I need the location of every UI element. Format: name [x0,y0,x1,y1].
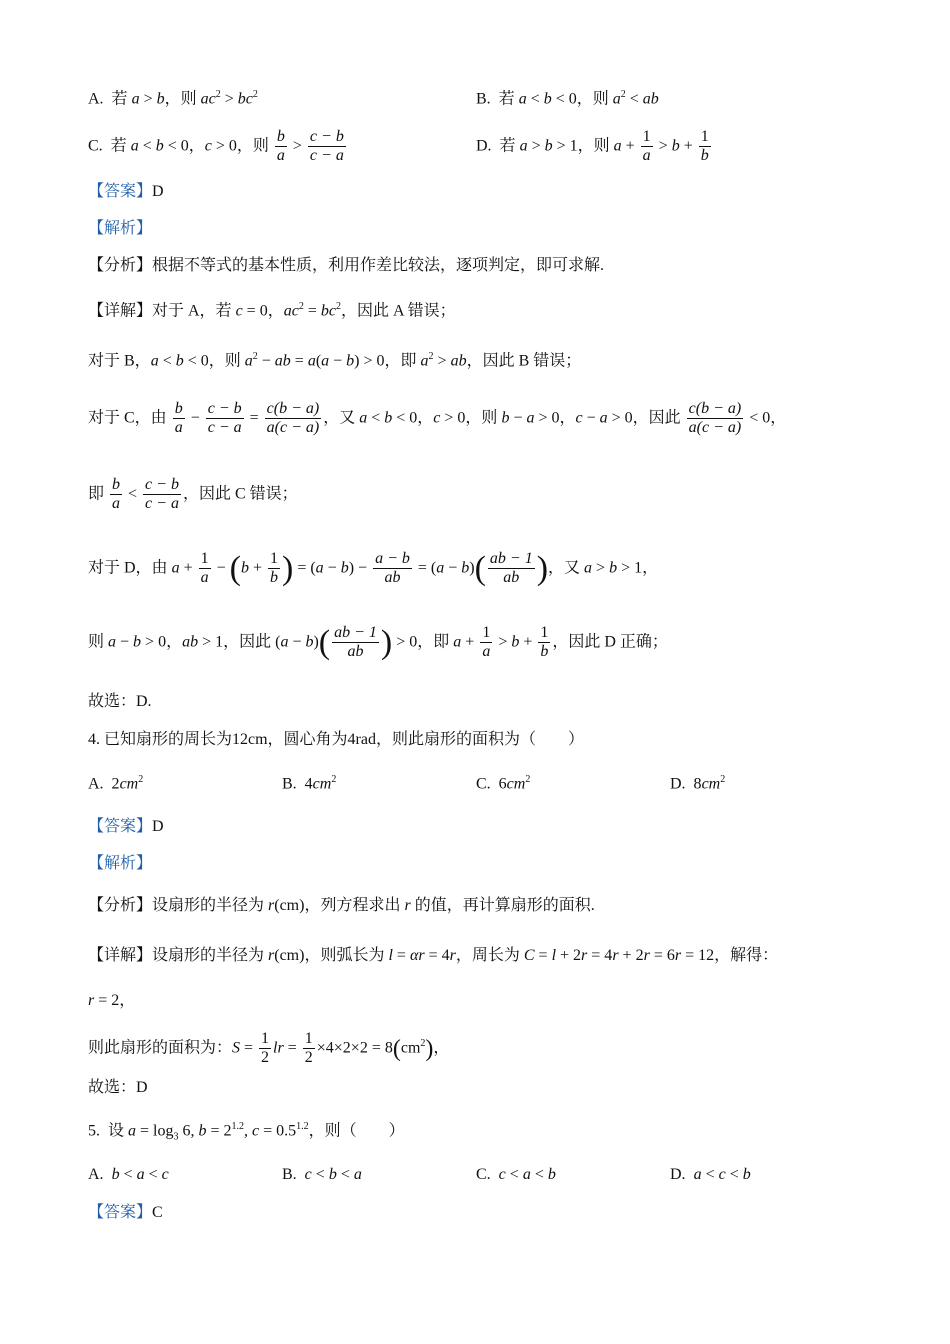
q3-option-a: A. 若 a > b，则 $ac^2 > bc^2$ [88,89,258,108]
q3-option-b: B. 若 a < b < 0，则 $a^2$ < ab [476,89,659,108]
q3-answer: 【答案】D [88,183,164,200]
q4-option-b: B. $4cm^2$ [282,774,337,793]
q5-answer: 【答案】C [88,1204,163,1221]
q5-option-d: D. a < c < b [670,1166,751,1183]
q3-xiangjie-b: 对于 B，a < b < 0，则 $a^2$ − ab = a(a − b) > 0，即 $a^2$ > ab，因此 B 错误； [88,351,582,370]
q4-answer: 【答案】D [88,818,164,835]
q3-xiangjie-c2: 即 $\frac{b}{a}$ < $\frac{c - b}{c - a}$ ，因此 C 错误； [88,476,298,513]
q5-stem: 5. 设 $a = \log_3 6$, $b = 2^{1.2}$, $c = 0.5^{1.2}$，则（ ） [88,1121,405,1143]
q3-xiangjie-d2: 则 a − b > 0，ab > 1，因此 (a − b)( $\frac{ab - 1}{ab}$ ) > 0，即 a + $\frac{1}{a}$ > b + $\frac{1}{b}$ ，因此 D 正确； [88,623,668,661]
q3-guxuan: 故选：D. [88,693,152,710]
q4-option-d: D. $8cm^2$ [670,774,726,793]
q5-option-c: C. c < a < b [476,1166,556,1183]
q4-xiangjie-2: r = 2， [88,992,136,1009]
q4-stem: 4. 已知扇形的周长为12cm，圆心角为4rad，则此扇形的面积为（ ） [88,731,584,748]
q4-option-c: C. $6cm^2$ [476,774,531,793]
q4-jiexi: 【解析】 [88,855,153,872]
q4-option-a: A. $2cm^2$ [88,774,144,793]
q3-xiangjie-a: 【详解】对于 A，若 c = 0，$ac^2 = bc^2$，因此 A 错误； [88,301,456,320]
q4-xiangjie-3: 则此扇形的面积为：S = $\frac{1}{2}$ lr = $\frac{1}{2}$ $\times 4\times 2\times 2 = 8(cm^2)$， [88,1030,450,1067]
q3-option-d: D. 若 a > b > 1，则 a + $\frac{1}{a}$ > b + $\frac{1}{b}$ [476,128,709,165]
q4-xiangjie-1: 【详解】设扇形的半径为 r(cm)，则弧长为 l = αr = 4r，周长为 C = l + 2r = 4r + 2r = 6r = 12，解得： [88,947,779,964]
q4-fenxi: 【分析】设扇形的半径为 r(cm)，列方程求出 r 的值，再计算扇形的面积. [88,897,595,914]
q4-guxuan: 故选：D [88,1079,148,1096]
q3-xiangjie-d1: 对于 D，由 a + $\frac{1}{a}$ − (b + $\frac{1}{b}$ ) = (a − b) − $\frac{a - b}{ab}$ = (a − b)( $\frac{ab - 1}{ab}$ )，又 a > b > 1， [88,549,659,587]
q5-option-b: B. c < b < a [282,1166,362,1183]
q3-xiangjie-c1: 对于 C，由 $\frac{b}{a}$ − $\frac{c - b}{c - a}$ = $\frac{c(b - a)}{a(c - a)}$ ，又 a < b < 0，c > 0，则 b − a > 0，c − a > 0，因此 $\frac{c(b - a)}{a(c - a)}$ < 0， [88,400,787,437]
q3-fenxi: 【分析】根据不等式的基本性质，利用作差比较法，逐项判定，即可求解. [88,257,605,274]
q3-jiexi: 【解析】 [88,220,153,237]
q5-option-a: A. b < a < c [88,1166,169,1183]
q3-option-c: C. 若 a < b < 0，c > 0，则 $\frac{b}{a}$ > $\frac{c - b}{c - a}$ [88,128,344,165]
